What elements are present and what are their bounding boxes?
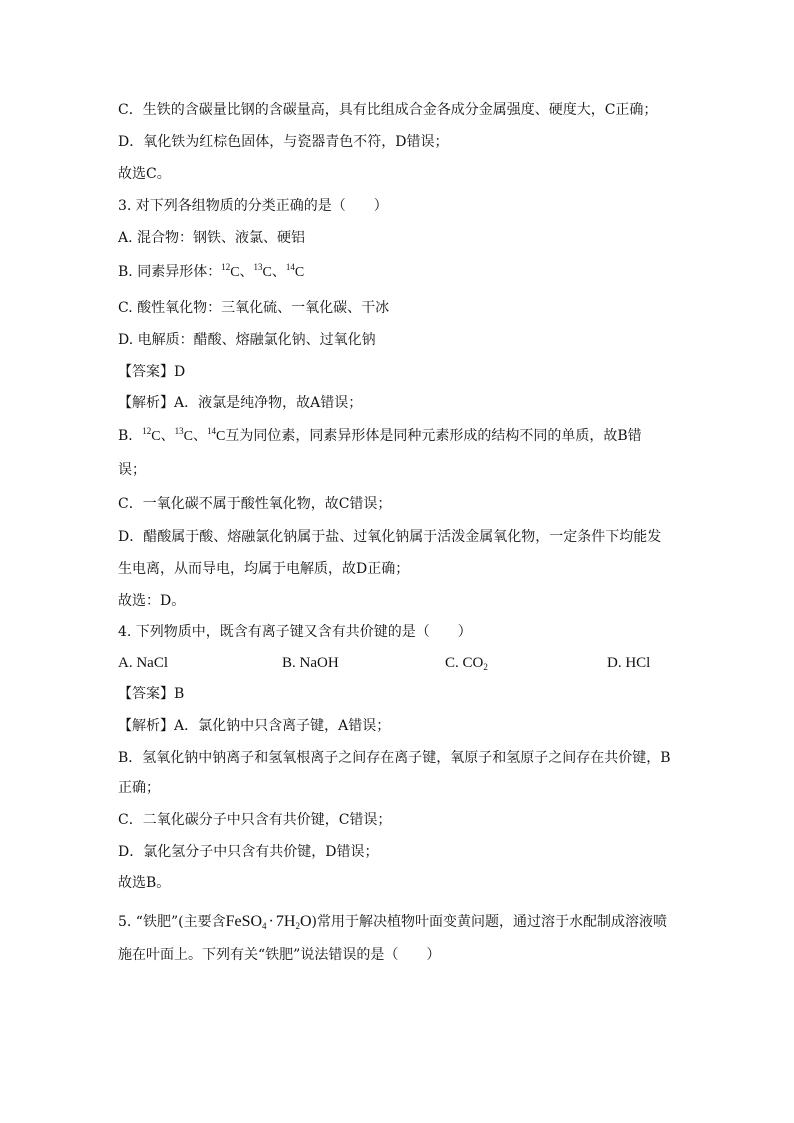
text-line: 正确； (118, 780, 160, 796)
separator: 、 (239, 264, 254, 280)
question-3-option-a: A. 混合物：钢铁、液氯、硬铝 (118, 230, 306, 246)
question-3-option-b (118, 262, 304, 283)
question-5-stem: 5. “铁肥”(主要含FeSO$_4$ · $7H_2O$)常用于解决植物叶面变黄问题，通过溶于水配制成溶液喷 (118, 913, 667, 931)
question-4-explanation-a: 【解析】A．氯化钠中只含离子键，A错误； (118, 718, 391, 734)
question-4-explanation-b: B．氢氧化钠中钠离子和氢氧根离子之间存在离子键，氧原子和氢原子之间存在共价键，B (118, 750, 671, 766)
question-3-explanation-d: D．醋酸属于酸、熔融氯化钠属于盐、过氧化钠属于活泼金属氧化物，一定条件下均能发 (118, 529, 662, 545)
question-4-option-a: A. NaCl (118, 655, 168, 671)
question-4-explanation-d: D．氯化氢分子中只含有共价键，D错误； (118, 844, 379, 860)
text-line: 误； (118, 462, 146, 478)
option-b-prefix: B. 同素异形体： (118, 264, 222, 280)
question-4-answer: 【答案】B (118, 686, 185, 702)
text-line: 生电离，从而导电，均属于电解质，故D正确； (118, 561, 410, 577)
question-3-explanation-a: 【解析】A．液氯是纯净物，故A错误； (118, 395, 363, 411)
text-line: C．生铁的含碳量比钢的含碳量高，具有比组成合金各成分金属强度、硬度大，C正确； (118, 102, 658, 118)
question-3-explanation-c: C．一氧化碳不属于酸性氧化物，故C错误； (118, 496, 392, 512)
question-3-option-d: D. 电解质：醋酸、熔融氯化钠、过氧化钠 (118, 332, 376, 348)
question-3-option-c: C. 酸性氧化物：三氧化硫、一氧化碳、干冰 (118, 300, 390, 316)
text-line: D．氧化铁为红棕色固体，与瓷器青色不符，D错误； (118, 134, 449, 150)
text-line: 施在叶面上。下列有关“铁肥”说法错误的是（ ） (118, 947, 441, 963)
question-3-explanation-b: B．$^{12}$C、$^{13}$C、$^{14}$C互为同位素，同素异形体是同种元素形成的结构不同的单质，故B错 (118, 426, 642, 444)
isotope-13c: $^{13}$C (174, 426, 193, 444)
isotope-12c: $^{12}$C (221, 262, 240, 280)
question-3-stem: 3. 对下列各组物质的分类正确的是（ ） (118, 198, 388, 214)
question-3-answer: 【答案】D (118, 364, 186, 380)
question-4-stem: 4. 下列物质中，既含有离子键又含有共价键的是（ ） (118, 624, 472, 640)
separator: 、 (271, 264, 286, 280)
isotope-14c: $^{14}$C (206, 426, 226, 444)
isotope-12c: $^{12}$C (142, 426, 161, 444)
text-line: 故选C。 (118, 166, 171, 182)
isotope-13c: $^{13}$C (253, 262, 272, 280)
question-4-conclusion: 故选B。 (118, 875, 171, 891)
question-4-option-c: C. $CO_2$ (445, 655, 488, 672)
question-4-option-b: B. NaOH (282, 655, 339, 671)
question-3-conclusion: 故选：D。 (118, 593, 186, 609)
question-4-explanation-c: C．二氧化碳分子中只含有共价键，C错误； (118, 812, 392, 828)
question-4-option-d: D. HCl (607, 655, 651, 671)
isotope-14c: $^{14}$C (285, 262, 305, 280)
iron-sulfate-formula: FeSO$_4$ · $7H_2O$ (225, 913, 312, 931)
